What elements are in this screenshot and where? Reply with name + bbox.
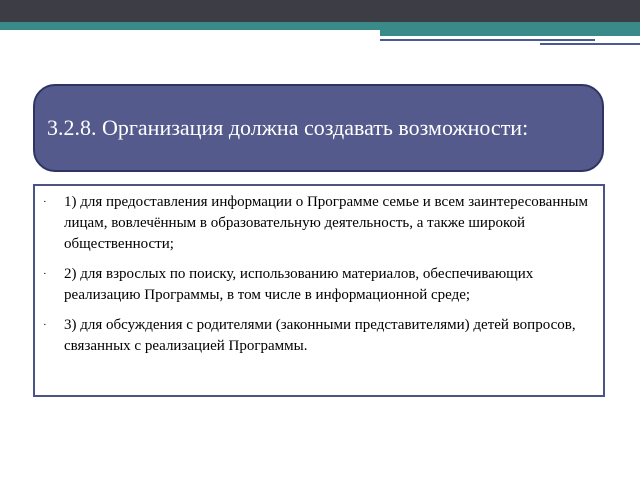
header-teal-accent: [380, 30, 640, 36]
header-accent-line: [380, 39, 595, 41]
list-item: [43, 192, 593, 255]
bullet-icon: ·: [43, 319, 47, 331]
header-accent-line-2: [540, 43, 640, 45]
slide-title-box: [33, 84, 604, 172]
list-item-text: 3) для обсуждения с родителями (законными представителями) детей вопросов, связанных с реализацией Программы.: [64, 317, 576, 354]
bullet-icon: ·: [43, 196, 47, 208]
bullet-icon: ·: [43, 268, 47, 280]
slide-title: 3.2.8. Организация должна создавать возможности:: [47, 114, 529, 140]
list-item-text: 1) для предоставления информации о Программе семье и всем заинтересованным лицам, вовлечённым в образовательную деятельность, а также широкой общественности;: [64, 194, 588, 252]
list-item-text: 2) для взрослых по поиску, использованию материалов, обеспечивающих реализацию Программы, в том числе в информационной среде;: [64, 266, 534, 303]
header-teal-band: [0, 22, 640, 30]
list-item: [43, 264, 593, 306]
list-item: [43, 315, 593, 357]
header-dark-band: [0, 0, 640, 22]
slide-content-box: [33, 184, 605, 397]
